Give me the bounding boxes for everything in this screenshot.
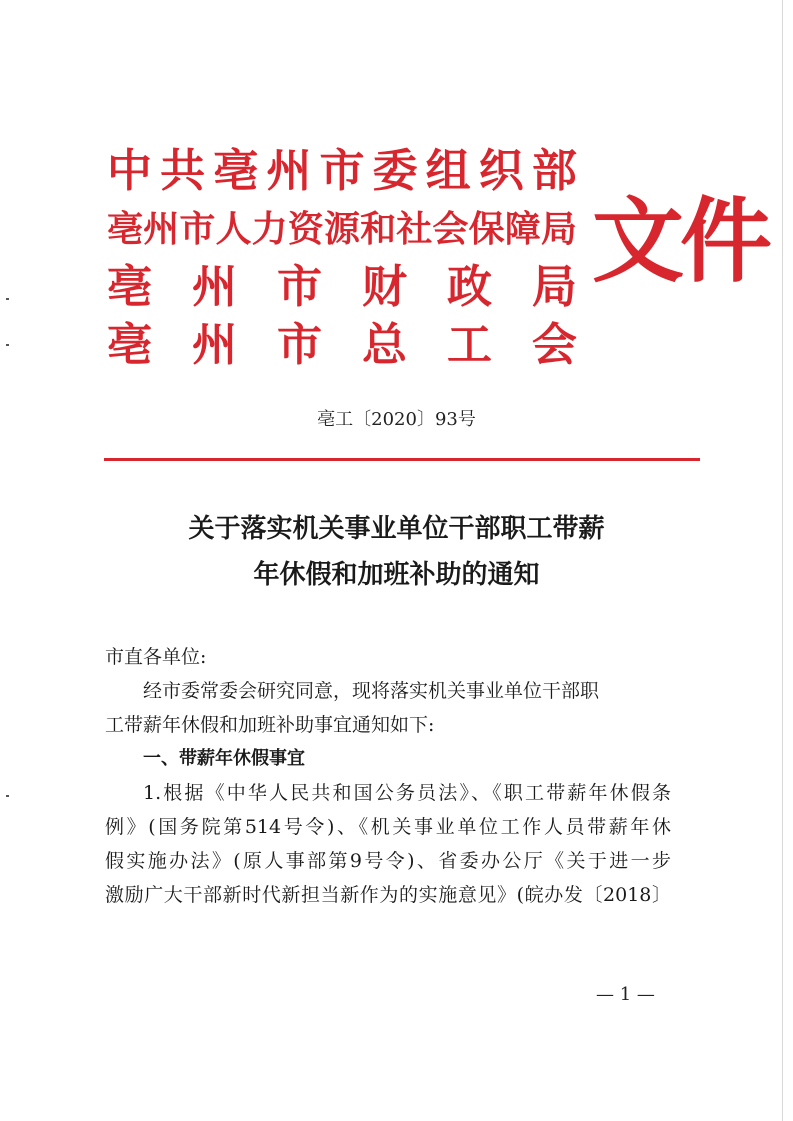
issuer-line: 亳 州 市 财 政 局 <box>107 260 577 313</box>
scan-speck <box>6 298 9 300</box>
red-divider <box>104 458 700 461</box>
paragraph-line: 经市委常委会研究同意，现将落实机关事业单位干部职 <box>143 680 600 702</box>
scan-speck <box>6 344 9 346</box>
issuer-line: 亳 州 市 总 工 会 <box>107 318 577 371</box>
page-number: — 1 — <box>596 984 655 1005</box>
issuer-line: 中 共 亳 州 市 委 组 织 部 <box>107 144 577 197</box>
section-heading: 一、带薪年休假事宜 <box>143 748 305 769</box>
title-line: 年休假和加班补助的通知 <box>253 560 540 590</box>
scan-speck <box>6 795 9 797</box>
paragraph-line: 假实施办法》(原人事部第9号令)、省委办公厅《关于进一步 <box>105 850 671 872</box>
document-body <box>105 640 671 912</box>
paragraph-line: 工带薪年休假和加班补助事宜通知如下: <box>105 714 435 736</box>
paragraph-line: 1.根据《中华人民共和国公务员法》、《职工带薪年休假条 <box>143 782 671 804</box>
salutation: 市直各单位: <box>105 646 207 668</box>
title-line: 关于落实机关事业单位干部职工带薪 <box>188 514 605 544</box>
document-title <box>0 506 793 598</box>
issuer-line: 亳 州 市 人 力 资 源 和 社 会 保 障 局 <box>107 208 577 250</box>
paragraph-line: 激励广大干部新时代新担当新作为的实施意见》(皖办发〔2018〕 <box>105 884 671 906</box>
document-number: 亳工〔2020〕93号 <box>317 409 476 430</box>
paragraph-line: 例》(国务院第514号令)、《机关事业单位工作人员带薪年休 <box>105 816 671 838</box>
document-type-word: 文件 <box>592 187 769 295</box>
issuer-block <box>107 142 577 374</box>
